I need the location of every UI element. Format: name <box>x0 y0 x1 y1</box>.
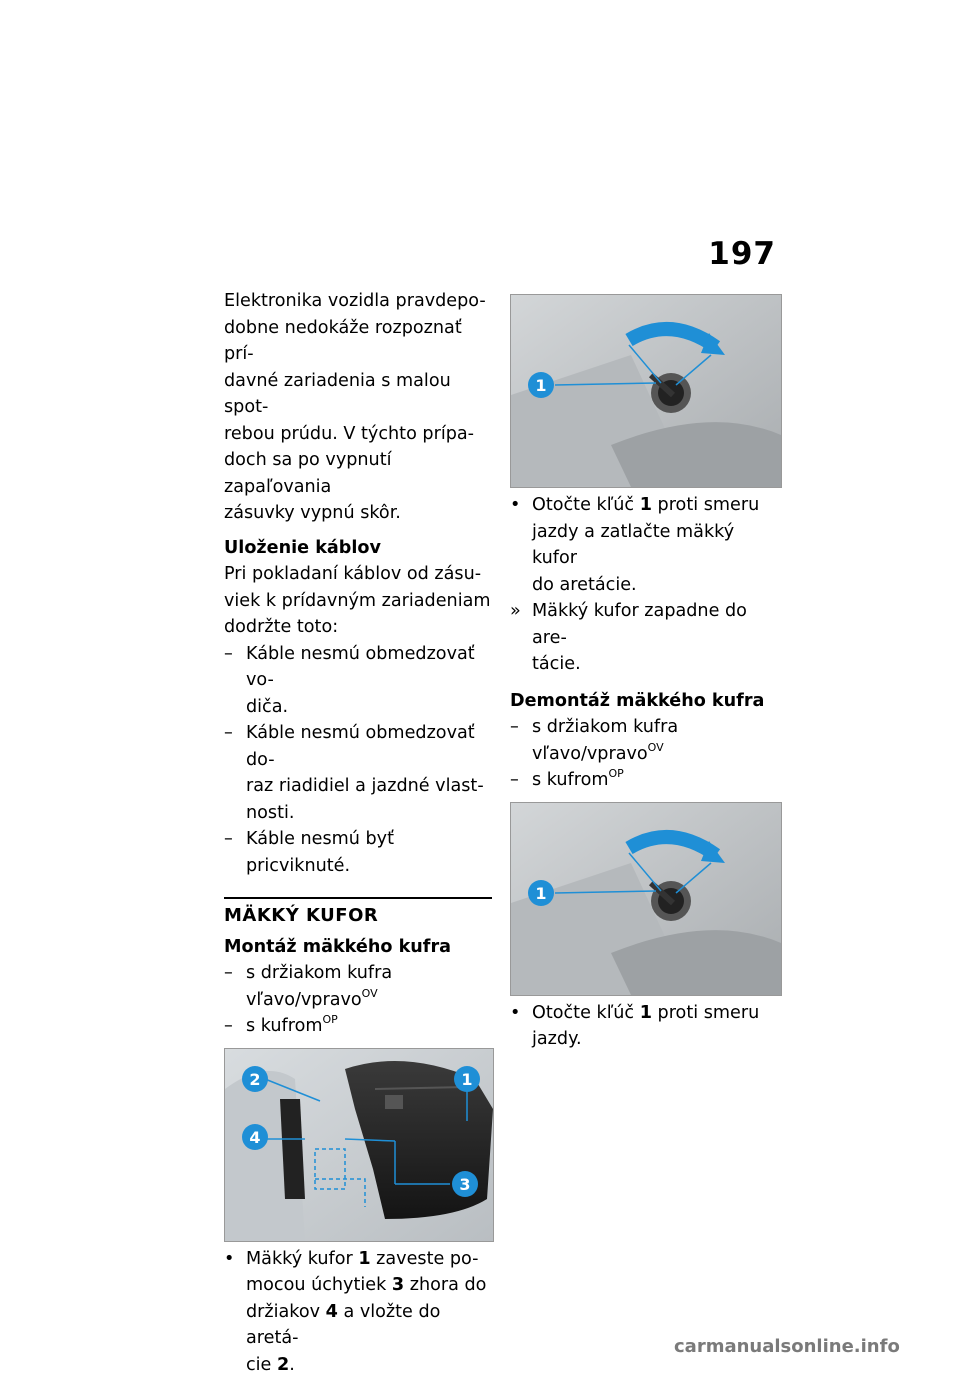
list-item <box>224 720 492 826</box>
list-item <box>224 826 492 879</box>
text-line: rebou prúdu. V týchto prípa- <box>224 421 492 448</box>
demount-heading: Demontáž mäkkého kufra <box>510 688 780 715</box>
text-span: zaveste po- <box>371 1249 479 1269</box>
right-column <box>510 294 780 1053</box>
text-line: – Káble nesmú byť pricviknuté. <box>246 826 492 879</box>
text-line: – Káble nesmú obmedzovať do- <box>246 720 492 773</box>
callout-4 <box>242 1124 268 1150</box>
section-title: MÄKKÝ KUFOR <box>224 897 492 930</box>
text-line: raz riadidiel a jazdné vlast- <box>246 773 492 800</box>
text-line: jazdy. <box>532 1026 780 1053</box>
text-span: zhora do <box>404 1275 486 1295</box>
ref-number: 1 <box>640 1003 652 1023</box>
text-line: » Mäkký kufor zapadne do are- <box>532 598 780 651</box>
cable-heading: Uloženie káblov <box>224 535 492 562</box>
option-sup: OV <box>648 741 664 754</box>
text-span: . <box>289 1355 295 1375</box>
text-span: Otočte kľúč <box>532 495 640 515</box>
callout-1 <box>454 1066 480 1092</box>
text-line: – s držiakom kufra <box>246 960 492 987</box>
text-span: proti smeru <box>652 495 759 515</box>
key-lock-figure-2 <box>510 802 782 996</box>
ref-number: 2 <box>277 1355 289 1375</box>
text-span: s kufrom <box>246 1016 323 1036</box>
ref-number: 1 <box>358 1249 370 1269</box>
text-line: tácie. <box>532 651 780 678</box>
text-line: – s držiakom kufra <box>532 714 780 741</box>
text-line: diča. <box>246 694 492 721</box>
ref-number: 4 <box>326 1302 338 1322</box>
text-span: Otočte kľúč <box>532 1003 640 1023</box>
text-line: davné zariadenia s malou spot- <box>224 368 492 421</box>
text-span: držiakov <box>246 1302 326 1322</box>
step-item <box>510 492 780 598</box>
text-line: doch sa po vypnutí zapaľovania <box>224 447 492 500</box>
ref-number: 1 <box>640 495 652 515</box>
text-line: Pri pokladaní káblov od zásu- <box>224 561 492 588</box>
watermark-footer: carmanualsonline.info <box>674 1336 900 1357</box>
callout-2 <box>242 1066 268 1092</box>
text-span: Mäkký kufor <box>246 1249 358 1269</box>
step-item <box>224 1246 492 1378</box>
text-span: vľavo/vpravo <box>532 744 648 764</box>
key-lock-figure-1 <box>510 294 782 488</box>
text-line: do aretácie. <box>532 572 780 599</box>
svg-text:2: 2 <box>249 1070 260 1089</box>
text-span: a vložte do aretá- <box>246 1302 440 1349</box>
variant-item <box>510 714 780 767</box>
svg-text:3: 3 <box>459 1175 470 1194</box>
text-line: jazdy a zatlačte mäkký kufor <box>532 519 780 572</box>
text-span: mocou úchytiek <box>246 1275 392 1295</box>
ref-number: 3 <box>392 1275 404 1295</box>
text-line: – Káble nesmú obmedzovať vo- <box>246 641 492 694</box>
svg-text:1: 1 <box>535 376 546 395</box>
step-item <box>510 1000 780 1053</box>
svg-text:1: 1 <box>535 884 546 903</box>
text-line: dobne nedokáže rozpoznať prí- <box>224 315 492 368</box>
variant-item <box>510 767 780 794</box>
left-column <box>224 288 492 1378</box>
soft-case-figure <box>224 1048 494 1242</box>
text-span: cie <box>246 1355 277 1375</box>
callout-1 <box>528 372 554 398</box>
page-number: 197 <box>708 236 776 272</box>
text-span: proti smeru <box>652 1003 759 1023</box>
text-span: vľavo/vpravo <box>246 990 362 1010</box>
text-span: s kufrom <box>532 770 609 790</box>
option-sup: OP <box>323 1013 338 1026</box>
mount-heading: Montáž mäkkého kufra <box>224 934 492 961</box>
svg-text:4: 4 <box>249 1128 260 1147</box>
callout-1 <box>528 880 554 906</box>
text-line: viek k prídavným zariadeniam <box>224 588 492 615</box>
list-item <box>224 641 492 721</box>
text-line: Elektronika vozidla pravdepo- <box>224 288 492 315</box>
callout-3 <box>452 1171 478 1197</box>
intro-paragraph <box>224 288 492 527</box>
svg-text:1: 1 <box>461 1070 472 1089</box>
result-item <box>510 598 780 678</box>
option-sup: OV <box>362 987 378 1000</box>
variant-item <box>224 960 492 1013</box>
text-line: nosti. <box>246 800 492 827</box>
text-line: zásuvky vypnú skôr. <box>224 500 492 527</box>
option-sup: OP <box>609 767 624 780</box>
text-line: dodržte toto: <box>224 614 492 641</box>
variant-item <box>224 1013 492 1040</box>
